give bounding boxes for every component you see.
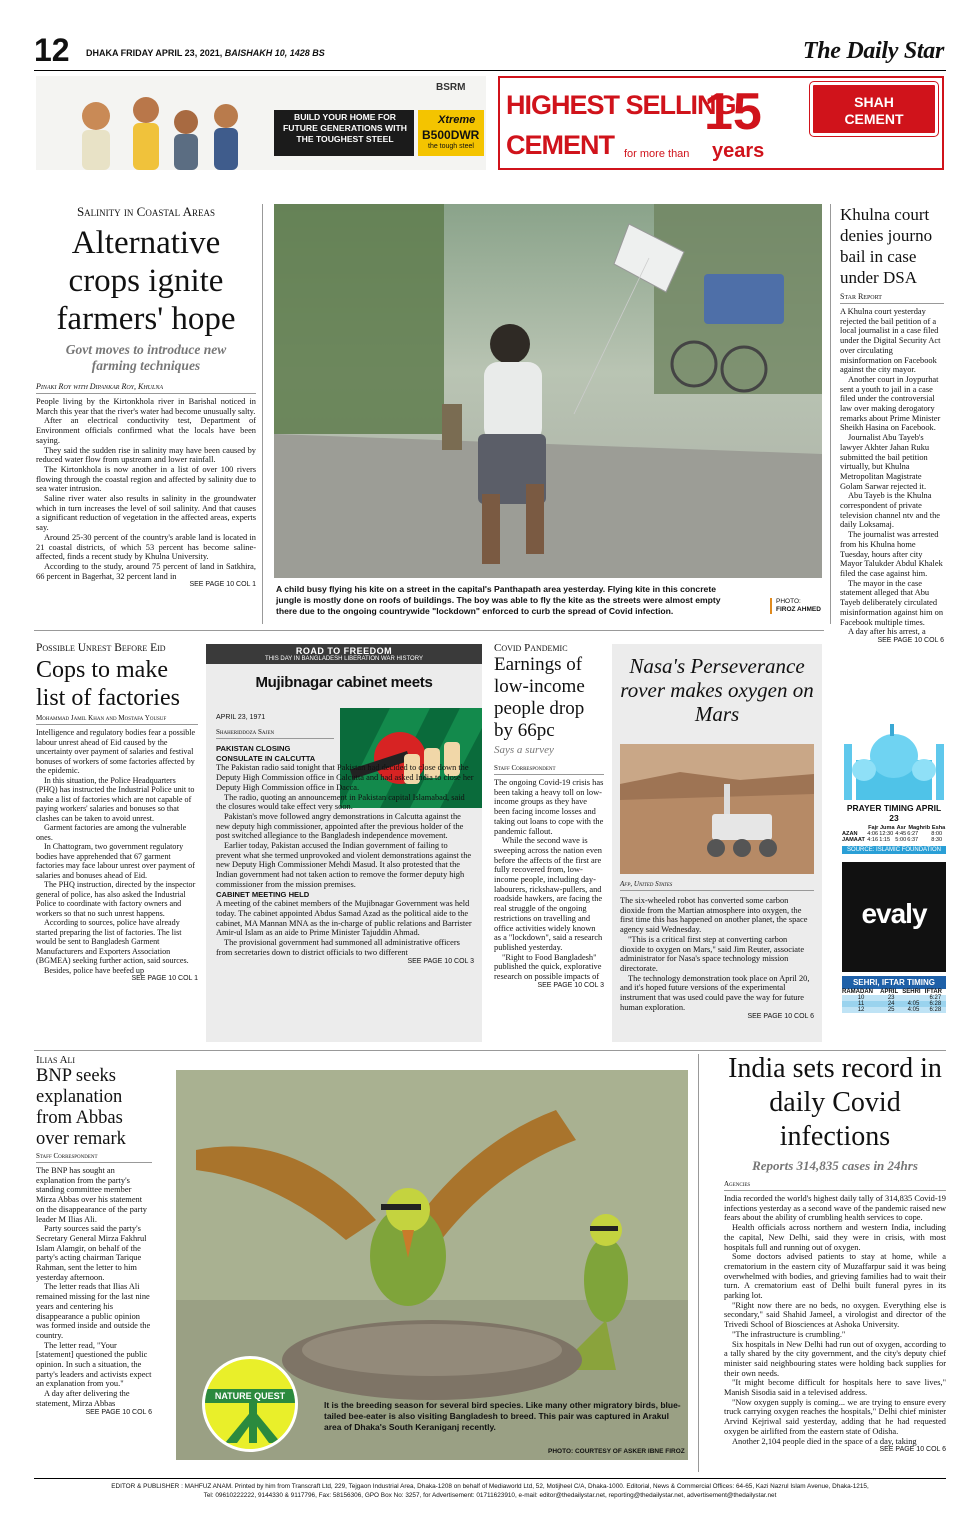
- prayer-cell: 8:00: [931, 831, 943, 837]
- prayer-cell: 12:30: [879, 831, 894, 837]
- bnp-para: The BNP has sought an explanation from the party's standing committee member Mirza Abbas over his statement on the disappearance of the party leader M Ilias Ali.: [36, 1166, 147, 1224]
- mars-rover-image: [620, 744, 814, 874]
- nasa-photo: [620, 744, 814, 874]
- salinity-para: People living by the Kirtonkhola river in Barishal noticed in March this year that the river's water had become unusually salty.: [36, 397, 256, 416]
- nasa-byline: Afp, United States: [620, 880, 814, 891]
- freedom-body: [216, 744, 474, 967]
- ad-bsrm-tagline: the tough steel: [428, 143, 474, 150]
- khulna-para: A day after his arrest, a: [848, 627, 926, 637]
- cops-para: In Chattogram, two government regulatory bodies have apprehended that 67 garment factories may face labour unrest over payment of salaries and bonuses ahead of Eid.: [36, 842, 195, 880]
- nasa-para: The technology demonstration took place on April 20, and it's hoped future versions of the experimental instrument that was used could pave the way for future human exploration.: [620, 973, 810, 1012]
- sehri-cell: 12: [857, 1007, 865, 1013]
- bnp-body: [36, 1166, 152, 1409]
- ad-shah-number: 15: [704, 83, 762, 141]
- kite-caption: A child busy flying his kite on a street in the capital's Panthapath area yesterday. Flying kite in this concrete jungle is mostly done on roofs of buildings. The boy was able to fly the kite as the streets were almost empty there due to the ongoing countrywide "lockdown" enforced to curb the spread of Covid infection.: [276, 584, 721, 616]
- covid-earn-headline: Earnings of low-income people drop by 66pc: [494, 654, 585, 741]
- freedom-sub1: PAKISTAN CLOSING CONSULATE IN CALCUTTA: [216, 744, 316, 763]
- sehri-cell: 6:27: [929, 995, 942, 1001]
- prayer-row: [842, 837, 946, 843]
- salinity-para: According to the study, around 75 percent of land in Satkhira, 66 percent in Bagerhat, 32 percent land in: [36, 561, 256, 581]
- covid-earn-para: The ongoing Covid-19 crisis has been taking a heavy toll on low-income groups as they have been facing income losses and taking out loans to cope with the pandemic fallout.: [494, 778, 604, 836]
- sehri-table: [842, 989, 946, 1013]
- freedom-para: Pakistan's move followed angry demonstrations in Calcutta against the new deputy high commissioner, appointed after the previous holder of the post switched allegiance to the Bangladesh independence movement.: [216, 811, 464, 841]
- india-para: "It might become difficult for hospitals here to save lives," Manish Sisodia said in a televised address.: [724, 1378, 946, 1398]
- salinity-story: [36, 204, 256, 588]
- ad-shah-brand: SHAH CEMENT: [844, 94, 904, 127]
- sehri-cell: 23: [887, 995, 895, 1001]
- freedom-para: The Pakistan radio said tonight that Pakistan had decided to close down the Deputy High Commission office in Calcutta and had asked India to close her Deputy High Commission office in Dacca.: [216, 763, 474, 792]
- prayer-title: PRAYER TIMING APRIL 23: [846, 803, 942, 823]
- bnp-para: The letter reads that Ilias Ali remained missing for the last nine years and centering his disappearance a public opinion was formed inside and outside the country.: [36, 1282, 151, 1340]
- tree-icon: [205, 1359, 298, 1452]
- nasa-story: [612, 644, 822, 1042]
- prayer-cell: 4:45: [895, 831, 907, 837]
- ad-bsrm-headline: BUILD YOUR HOME FOR FUTURE GENERATIONS WITH THE TOUGHEST STEEL: [283, 112, 407, 144]
- india-para: Another 2,104 people died in the space of a day, taking: [732, 1436, 917, 1446]
- mosque-graphic: [842, 716, 946, 800]
- freedom-date: APRIL 23, 1971: [216, 714, 266, 721]
- covid-earn-para: "Right to Food Bangladesh" published the quick, explorative research on possible impacts of: [494, 952, 602, 982]
- nasa-para: "This is a critical first step at converting carbon dioxide to oxygen on Mars," said Jim Reuter, associate administrator for Nasa's space technology mission directorate.: [620, 934, 805, 973]
- sehri-cell: 11: [857, 1001, 865, 1007]
- prayer-cell: 6:37: [907, 837, 919, 843]
- ad-shah-cement: [498, 76, 944, 170]
- dateline-bangla: BAISHAKH 10, 1428 BS: [224, 48, 325, 58]
- covid-earn-body: [494, 778, 604, 982]
- bnp-story: [36, 1054, 152, 1416]
- khulna-para: Another court in Joypurhat sent a youth to jail in a case filed under the controversial law over making derogatory remarks about Prime Minister Sheikh Hasina on Facebook.: [840, 374, 941, 433]
- salinity-para: They said the sudden rise in salinity may have been caused by reduced water flow from upstream and lower rainfall.: [36, 445, 256, 465]
- covid-earn-para: While the second wave is sweeping across the nation even before the affects of the first are fully recovered from, low-income people, including day-labourers, rickshaw-pullers, and roadside hawkers, are facing the real struggle of the ongoing restrictions on travelling and office activities widely known as a "lockdown", said a research published yesterday.: [494, 836, 603, 952]
- cops-story: [36, 642, 198, 982]
- sehri-col: RAMADAN: [842, 989, 873, 995]
- salinity-byline: Pinaki Roy with Dipankar Roy, Khulna: [36, 382, 256, 394]
- kite-photo-image: [274, 204, 822, 578]
- sehri-cell: 25: [887, 1007, 895, 1013]
- column-rule: [262, 204, 263, 624]
- bnp-kicker: Ilias Ali: [36, 1054, 76, 1066]
- masthead: [34, 34, 946, 70]
- freedom-banner: [206, 644, 482, 664]
- prayer-table: [842, 825, 946, 843]
- freedom-para: The radio, quoting an announcement in Pakistan capital Islamabad, said the closures would take effect very soon.: [216, 792, 465, 812]
- freedom-para: The provisional government had summoned all administrative officers from secretaries down to district officials to two different: [216, 938, 460, 957]
- sehri-cell: 24: [887, 1001, 895, 1007]
- prayer-cell: 4:06: [867, 831, 879, 837]
- india-para: Six hospitals in New Delhi had run out of oxygen, according to a tally shared by the city government, and the city's deputy chief minister said neighbouring states were holding back supplies for their own needs.: [724, 1339, 946, 1378]
- bnp-headline: BNP seeks explanation from Abbas over remark: [36, 1066, 126, 1149]
- salinity-para: The Kirtonkhola is now another in a list of over 100 rivers flowing through the coastal region and affected by salinity due to sea water intrusion.: [36, 464, 256, 494]
- prayer-box: [842, 803, 946, 854]
- khulna-byline: Star Report: [840, 292, 944, 304]
- freedom-headline: Mujibnagar cabinet meets: [255, 674, 433, 691]
- india-body: [724, 1194, 946, 1446]
- nature-quest-label: NATURE QUEST: [205, 1389, 295, 1403]
- freedom-jump: SEE PAGE 10 COL 3: [407, 958, 474, 966]
- dateline: [86, 48, 325, 58]
- khulna-body: [840, 307, 944, 637]
- prayer-col: Juma: [879, 825, 895, 831]
- prayer-col: Maghrib: [908, 825, 931, 831]
- masthead-rule: [34, 70, 946, 71]
- salinity-headline: Alternative crops ignite farmers' hope: [56, 225, 236, 337]
- nasa-body: [620, 896, 814, 1022]
- covid-earn-deck: Says a survey: [494, 744, 554, 756]
- sehri-cell: 6:28: [929, 1007, 942, 1013]
- covid-earn-kicker: Covid Pandemic: [494, 642, 568, 654]
- bird-caption: It is the breeding season for several bird species. Like many other migratory birds, blue-tailed bee-eater is also visiting Bangladesh to breed. This pair was captured in Arakul area of Dhaka's South Keraniganj recently.: [324, 1400, 681, 1432]
- india-byline: Agencies: [724, 1180, 946, 1191]
- sehri-cell: 4:05: [907, 1007, 920, 1013]
- sehri-col: APRIL: [880, 989, 899, 995]
- prayer-cell: AZAN: [842, 831, 858, 837]
- sehri-cell: 6:28: [929, 1001, 942, 1007]
- kite-credit-label: PHOTO:: [776, 598, 801, 605]
- ad-shah-line2: CEMENT: [506, 130, 614, 160]
- khulna-para: The journalist was arrested from his Khulna home Tuesday, hours after city Mayor Talukder Abdul Khalek filed the case against him.: [840, 530, 943, 578]
- ad-bsrm-brand: BSRM: [436, 82, 466, 93]
- kite-photo: [274, 204, 822, 578]
- india-para: "Now oxygen supply is coming... we are trying to ensure every truck carrying oxygen reaches the hospitals," Delhi chief minister Arvind Kejriwal said yesterday, adding that he had requested oxygen be airlifted from the eastern state of Odisha.: [724, 1397, 946, 1436]
- ad-shah-line1: HIGHEST SELLING: [506, 90, 736, 120]
- sehri-cell: 4:05: [907, 1001, 920, 1007]
- footer-rule: [34, 1478, 946, 1479]
- prayer-cell: 8:30: [931, 837, 943, 843]
- india-para: India recorded the world's highest daily tally of 314,835 Covid-19 infections yesterday as a second wave of the pandemic raised new fears about the ability of crumbling health services to cope.: [724, 1194, 946, 1223]
- cops-body: [36, 728, 198, 975]
- india-para: Health officials across northern and western India, including the capital, New Delhi, said they were in crisis, with most hospitals full and running out of oxygen.: [724, 1223, 946, 1252]
- khulna-para: Abu Tayeb is the Khulna correspondent of private television channel ntv and the daily Loksamaj.: [840, 491, 941, 530]
- salinity-deck: Govt moves to introduce new farming techniques: [65, 342, 227, 373]
- khulna-para: The mayor in the case statement alleged that Abu Tayeb deliberately circulated misinformation against him on Facebook multiple times.: [840, 578, 944, 627]
- footer: [34, 1482, 946, 1500]
- cops-para: In this situation, the Police Headquarters (PHQ) has instructed the Industrial Police unit to make a list of factories which are not capable of paying workers' salaries and bonuses so that clashes can be taken to avoid unrest.: [36, 775, 195, 823]
- salinity-para: Around 25-30 percent of the country's arable land is located in 21 coastal districts, of which 53 percent has become saline-affected, finds a recent study by Khulna University.: [36, 532, 256, 562]
- salinity-body: [36, 397, 256, 581]
- ad-bsrm-product: Xtreme: [438, 114, 476, 126]
- cops-headline: Cops to make list of factories: [36, 657, 180, 711]
- covid-earn-byline: Staff Correspondent: [494, 764, 604, 775]
- bnp-para: A day after delivering the statement, Mirza Abbas: [36, 1389, 130, 1408]
- nasa-para: The six-wheeled robot has converted some carbon dioxide from the Martian atmosphere into oxygen, the first time this has happened on another planet, the space agency said Wednesday.: [620, 896, 808, 935]
- freedom-banner-title: ROAD TO FREEDOM: [295, 646, 393, 656]
- footer-imprint: EDITOR & PUBLISHER : MAHFUZ ANAM. Printed by him from Transcraft Ltd, 229, Tejgaon Industrial Area, Dhaka-1208 on behalf of Mediaworld Ltd, 52, Motijheel C/A, Dhaka-1000. Editorial, News & Commercial Offices: 64-65, Kazi Nazrul Islam Avenue, Dhaka-1215,: [111, 1483, 869, 1490]
- ad-evaly: [842, 862, 946, 972]
- sehri-col: IFTAR: [924, 989, 943, 995]
- prayer-col: Asr: [896, 825, 906, 831]
- mosque-icon: [842, 716, 946, 800]
- khulna-headline: Khulna court denies journo bail in case under DSA: [840, 205, 933, 287]
- khulna-story: [840, 204, 944, 644]
- ad-bsrm-art: [36, 76, 486, 170]
- ad-shah-logo: [810, 82, 938, 136]
- khulna-para: A Khulna court yesterday rejected the bail petition of a local journalist in a case filed under the Digital Security Act over circulating misinformation on Facebook against the city mayor.: [840, 307, 941, 375]
- salinity-para: After an electrical conductivity test, Department of Environment officials confirmed what the locals have been saying.: [36, 416, 256, 445]
- nature-quest-badge: [202, 1356, 298, 1452]
- salinity-para: Saline river water also results in salinity in the groundwater which in turn increases the level of soil salinity. And that causes a significant reduction of vegetation in the affected areas, experts say.: [36, 494, 256, 533]
- sehri-box: [842, 976, 946, 1013]
- column-rule: [830, 204, 831, 624]
- bnp-para: The letter read, "Your [statement] questioned the public opinion. In such a situation, the party's leaders and activists expect an explanation from you.": [36, 1340, 152, 1389]
- nasa-headline: Nasa's Perseverance rover makes oxygen on Mars: [620, 654, 814, 726]
- cops-kicker: Possible Unrest Before Eid: [36, 642, 166, 654]
- nasa-jump: SEE PAGE 10 COL 6: [747, 1013, 814, 1021]
- india-deck: Reports 314,835 cases in 24hrs: [752, 1158, 918, 1173]
- footer-contact: Tel: 09610222222, 9144330 & 9117796, Fax: 58156306, GPO Box No: 3257, for Advertisement: 01711623910, e-mail: editor@thedailystar.net, reporting@thedailystar.net, advertisement@thedailystar.net: [203, 1492, 777, 1499]
- india-para: Some doctors advised patients to stay at home, while a crematorium in the eastern city of Muzaffarpur said it was being overwhelmed with bodies, and grieving families had to wait their turn. A crematorium east of Delhi built funeral pyres in its parking lot.: [724, 1252, 946, 1301]
- bnp-jump: SEE PAGE 10 COL 6: [85, 1408, 152, 1416]
- freedom-sub2: CABINET MEETING HELD: [216, 889, 310, 899]
- prayer-source: SOURCE: ISLAMIC FOUNDATION: [842, 846, 946, 854]
- cops-para: The PHQ instruction, directed by the inspector general of police, has also asked the Industrial Police to coordinate with factory owners and workers so that no such unrest happens.: [36, 880, 196, 918]
- ad-shah-small: for more than: [624, 148, 690, 160]
- freedom-author: Shaheriddoza Sajen: [216, 728, 334, 739]
- india-story: [724, 1052, 946, 1453]
- column-rule: [698, 1054, 699, 1472]
- page-number: 12: [34, 32, 70, 68]
- prayer-cell: JAMAAT: [842, 837, 865, 843]
- cops-byline: Mohammad Jamil Khan and Mostafa Yousuf: [36, 714, 198, 725]
- covid-earn-story: [494, 642, 604, 989]
- prayer-cell: 5:00: [895, 837, 907, 843]
- prayer-col: Fajr: [868, 825, 879, 831]
- india-headline: India sets record in daily Covid infections: [728, 1053, 942, 1152]
- cops-jump: SEE PAGE 10 COL 1: [131, 975, 198, 982]
- ad-bsrm: [36, 76, 486, 170]
- salinity-jump: SEE PAGE 10 COL 1: [189, 581, 256, 589]
- ad-shah-years: years: [712, 140, 765, 162]
- cops-para: Garment factories are among the vulnerable ones.: [36, 823, 187, 842]
- evaly-brand: evaly: [861, 898, 927, 929]
- india-jump: SEE PAGE 10 COL 6: [879, 1446, 946, 1454]
- prayer-cell: 4:16: [867, 837, 879, 843]
- sehri-row: [842, 1007, 946, 1013]
- cops-para: Intelligence and regulatory bodies fear a possible labour unrest ahead of Eid caused by the uncertainty over payment of salaries and festival bonuses of workers of some factories affected by the epidemic.: [36, 728, 196, 775]
- sehri-col: SEHRI: [902, 989, 921, 995]
- india-para: "The infrastructure is crumbling.": [732, 1329, 846, 1339]
- cops-para: According to sources, police have already started preparing the list of factories. The list would be sent to Bangladesh Garment Manufacturers and Exporters Association (BGMEA) seeking further action, said sources.: [36, 918, 189, 965]
- kite-credit-name: FIROZ AHMED: [776, 606, 821, 613]
- sehri-title: SEHRI, IFTAR TIMING: [842, 976, 946, 989]
- cops-para: Besides, police have beefed up: [44, 965, 145, 975]
- khulna-para: Journalist Abu Tayeb's lawyer Akhter Jahan Ruku submitted the bail petition virtually, but Khulna Metropolitan Magistrate Golam Sarwar rejected it.: [840, 433, 930, 491]
- bnp-para: Party sources said the party's Secretary General Mirza Fakhrul Islam Alamgir, on behalf of the party's acting chairman Tarique Rahman, sent the letter to him yesterday afternoon.: [36, 1224, 147, 1282]
- freedom-para: Earlier today, Pakistan accused the Indian government of failing to prevent what she termed unprovoked and violent demonstrations against the new Deputy High Commissioner Mehdi Masud. It also protested that the Indian government had not taken action to remove the former deputy high commissioner from the mission premises.: [216, 841, 472, 889]
- covid-earn-jump: SEE PAGE 10 COL 3: [537, 981, 604, 989]
- bird-credit: PHOTO: COURTESY OF ASKER IBNE FIROZ: [548, 1448, 685, 1455]
- bnp-byline: Staff Correspondent: [36, 1152, 152, 1163]
- salinity-kicker: Salinity in Coastal Areas: [76, 204, 216, 219]
- prayer-col: Esha: [931, 825, 946, 831]
- section-rule: [34, 630, 824, 631]
- freedom-box: [206, 644, 482, 1042]
- prayer-cell: 6:27: [907, 831, 919, 837]
- kite-credit: [770, 598, 821, 614]
- freedom-para: A meeting of the cabinet members of the Mujibnagar Government was held today. The cabinet appointed Abdus Samad Azad as the political aide to the cabinet, MA Mannan MNA as the in-charge of public relations and Barrister Amir-ul Islam as an aide to Prime Minister Tajuddin Ahmad.: [216, 899, 472, 938]
- freedom-banner-sub: THIS DAY IN BANGLADESH LIBERATION WAR HISTORY: [265, 656, 423, 662]
- paper-name: The Daily Star: [802, 38, 944, 64]
- ad-bsrm-grade: B500DWR: [422, 128, 480, 142]
- dateline-date: DHAKA FRIDAY APRIL 23, 2021,: [86, 48, 223, 58]
- india-para: "Right now there are no beds, no oxygen. Everything else is secondary," said Shahid Jameel, a virologist and director of the Trivedi School of Biosciences at Ashoka University.: [724, 1300, 946, 1330]
- khulna-jump: SEE PAGE 10 COL 6: [877, 636, 944, 644]
- prayer-cell: 1:15: [879, 837, 891, 843]
- section-rule: [34, 1050, 946, 1051]
- sehri-cell: 10: [857, 995, 865, 1001]
